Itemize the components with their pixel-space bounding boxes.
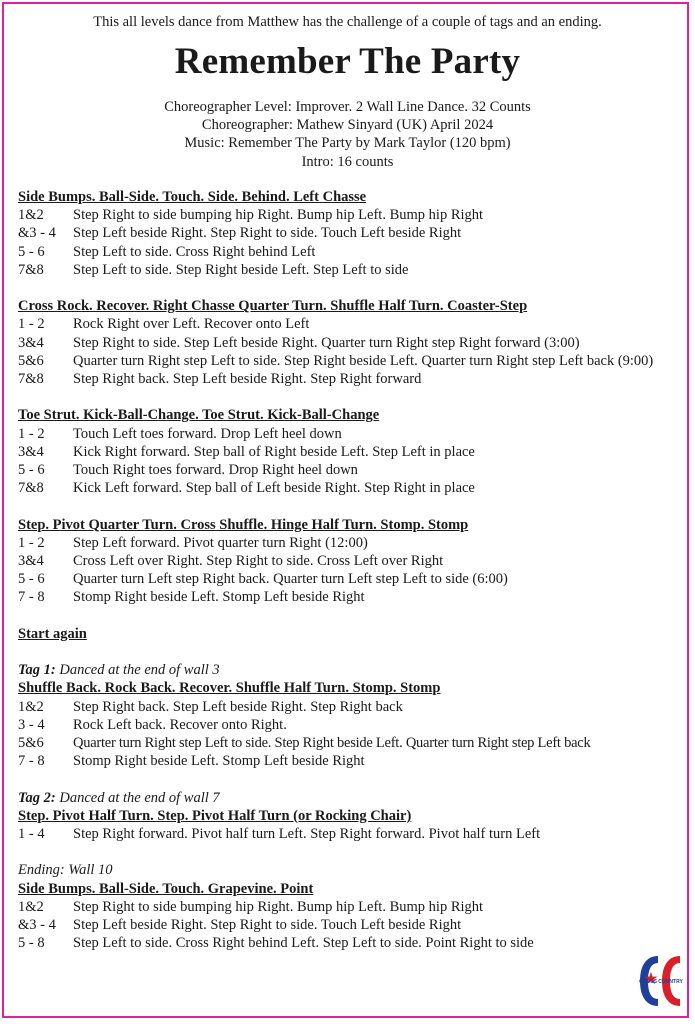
section-title: Shuffle Back. Rock Back. Recover. Shuffle Half Turn. Stomp. Stomp — [18, 680, 441, 697]
step-count: 5 - 6 — [18, 243, 45, 260]
step-row — [18, 461, 670, 479]
step-text: Stomp Right beside Left. Stomp Left beside Right — [73, 753, 365, 770]
cross-country-logo-icon — [636, 950, 686, 1012]
meta-music: Music: Remember The Party by Mark Taylor (120 bpm) — [184, 135, 511, 152]
step-count: 1&2 — [18, 207, 44, 224]
step-count: 5 - 6 — [18, 462, 45, 479]
spacer — [18, 643, 670, 661]
step-text: Touch Right toes forward. Drop Right heel down — [73, 462, 358, 479]
step-row — [18, 898, 670, 916]
step-row — [18, 825, 670, 843]
meta-choreographer: Choreographer: Mathew Sinyard (UK) April 2024 — [201, 117, 494, 134]
step-count: &3 - 4 — [18, 225, 56, 242]
step-text: Cross Left over Right. Step Right to side. Cross Left over Right — [73, 553, 444, 570]
spacer — [18, 770, 670, 788]
tag1-label-rest: Danced at the end of wall 3 — [55, 662, 220, 679]
step-count: 1&2 — [18, 698, 44, 715]
tag1-label — [18, 661, 670, 679]
spacer — [18, 843, 670, 861]
section-title: Toe Strut. Kick-Ball-Change. Toe Strut. Kick-Ball-Change — [18, 407, 380, 424]
step-row — [18, 934, 670, 952]
step-text: Step Left forward. Pivot quarter turn Right (12:00) — [73, 534, 368, 551]
step-text: Kick Left forward. Step ball of Left beside Right. Step Right in place — [73, 480, 475, 497]
step-row — [18, 443, 670, 461]
step-count: 7&8 — [18, 371, 44, 388]
step-row — [18, 716, 670, 734]
step-count: 5&6 — [18, 352, 44, 369]
step-text: Stomp Right beside Left. Stomp Left beside Right — [73, 589, 365, 606]
section-title: Step. Pivot Half Turn. Step. Pivot Half Turn (or Rocking Chair) — [18, 807, 412, 824]
step-text: Step Right back. Step Left beside Right. Step Right forward — [73, 371, 422, 388]
spacer — [18, 607, 670, 625]
step-row — [18, 479, 670, 497]
tag2-label-rest: Danced at the end of wall 7 — [55, 789, 220, 806]
step-count: 1 - 4 — [18, 826, 45, 843]
step-text: Step Left to side. Cross Right behind Left. Step Left to side. Point Right to side — [73, 935, 534, 952]
tag1-label-bold: Tag 1: — [18, 662, 56, 679]
spacer — [18, 497, 670, 515]
step-row — [18, 588, 670, 606]
step-sheet — [18, 188, 670, 952]
step-count: &3 - 4 — [18, 917, 56, 934]
step-count: 5&6 — [18, 735, 44, 752]
step-text: Quarter turn Right step Left to side. Step Right beside Left. Quarter turn Right step Left back (9:00) — [73, 352, 654, 369]
step-count: 3&4 — [18, 334, 44, 351]
step-row — [18, 352, 670, 370]
step-row — [18, 534, 670, 552]
step-count: 1 - 2 — [18, 425, 45, 442]
step-text: Step Right to side bumping hip Right. Bump hip Left. Bump hip Right — [73, 207, 484, 224]
step-count: 7&8 — [18, 480, 44, 497]
section-title: Cross Rock. Recover. Right Chasse Quarter Turn. Shuffle Half Turn. Coaster-Step — [18, 298, 528, 315]
step-row — [18, 752, 670, 770]
step-text: Touch Left toes forward. Drop Left heel down — [73, 425, 342, 442]
intro-text: This all levels dance from Matthew has the challenge of a couple of tags and an ending. — [93, 14, 602, 30]
tag2-label — [18, 789, 670, 807]
step-count: 1 - 2 — [18, 316, 45, 333]
logo-text: CROSS COUNTRY — [639, 979, 683, 985]
step-text: Step Right forward. Pivot half turn Left. Step Right forward. Pivot half turn Left — [73, 826, 541, 843]
meta-level: Choreographer Level: Improver. 2 Wall Line Dance. 32 Counts — [164, 99, 531, 115]
step-text: Rock Right over Left. Recover onto Left — [73, 316, 310, 333]
step-text: Rock Left back. Recover onto Right. — [73, 716, 287, 733]
step-text: Step Left to side. Step Right beside Left. Step Left to side — [73, 261, 409, 278]
step-text: Kick Right forward. Step ball of Right beside Left. Step Left in place — [73, 443, 475, 460]
step-row — [18, 552, 670, 570]
step-count: 7 - 8 — [18, 589, 45, 606]
step-row — [18, 243, 670, 261]
step-text: Step Left beside Right. Step Right to side. Touch Left beside Right — [73, 225, 462, 242]
step-row — [18, 334, 670, 352]
meta-intro: Intro: 16 counts — [301, 153, 394, 170]
step-count: 5 - 6 — [18, 571, 45, 588]
spacer — [18, 388, 670, 406]
step-text: Step Right back. Step Left beside Right. Step Right back — [73, 698, 403, 715]
spacer — [18, 279, 670, 297]
dance-meta — [0, 98, 695, 171]
ending-label: Ending: Wall 10 — [18, 862, 113, 879]
step-row — [18, 206, 670, 224]
step-row — [18, 315, 670, 333]
tag2-label-bold: Tag 2: — [18, 789, 56, 806]
dance-title: Remember The Party — [174, 41, 521, 82]
step-row — [18, 570, 670, 588]
step-row — [18, 916, 670, 934]
start-again-label: Start again — [18, 625, 87, 642]
step-count: 3&4 — [18, 443, 44, 460]
step-row — [18, 698, 670, 716]
step-text: Step Right to side. Step Left beside Right. Quarter turn Right step Right forward (3:00) — [73, 334, 580, 351]
step-text: Quarter turn Right step Left to side. Step Right beside Left. Quarter turn Right step Left back — [73, 735, 591, 752]
step-count: 7&8 — [18, 261, 44, 278]
step-count: 3 - 4 — [18, 716, 45, 733]
step-row — [18, 370, 670, 388]
step-count: 1&2 — [18, 898, 44, 915]
step-row — [18, 224, 670, 242]
step-text: Quarter turn Left step Right back. Quarter turn Left step Left to side (6:00) — [73, 571, 508, 588]
step-text: Step Left beside Right. Step Right to side. Touch Left beside Right — [73, 917, 462, 934]
section-title: Side Bumps. Ball-Side. Touch. Side. Behind. Left Chasse — [18, 189, 367, 205]
step-count: 7 - 8 — [18, 753, 45, 770]
step-text: Step Left to side. Cross Right behind Left — [73, 243, 316, 260]
step-count: 1 - 2 — [18, 534, 45, 551]
section-title: Step. Pivot Quarter Turn. Cross Shuffle. Hinge Half Turn. Stomp. Stomp — [18, 516, 469, 533]
step-text: Step Right to side bumping hip Right. Bump hip Left. Bump hip Right — [73, 898, 484, 915]
step-count: 3&4 — [18, 553, 44, 570]
step-row — [18, 425, 670, 443]
step-count: 5 - 8 — [18, 935, 45, 952]
step-row — [18, 734, 670, 752]
section-title: Side Bumps. Ball-Side. Touch. Grapevine. Point — [18, 880, 314, 897]
step-row — [18, 261, 670, 279]
